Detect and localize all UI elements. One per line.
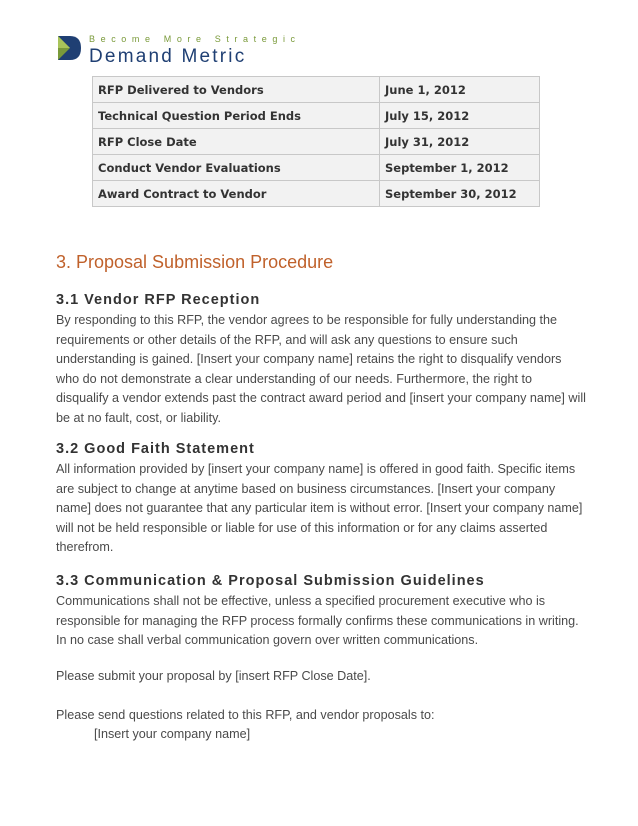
timeline-event: RFP Close Date [93,129,380,155]
subsection-heading: 3.2 Good Faith Statement [56,441,255,457]
submit-instruction: Please submit your proposal by [insert RFP Close Date]. [56,669,371,683]
table-row [93,129,540,155]
timeline-event: Conduct Vendor Evaluations [93,155,380,181]
send-instruction: Please send questions related to this RFP, and vendor proposals to: [56,708,435,722]
timeline-event: Technical Question Period Ends [93,103,380,129]
timeline-date: July 15, 2012 [380,103,540,129]
table-row [93,181,540,207]
subsection-heading: 3.3 Communication & Proposal Submission Guidelines [56,573,485,589]
section-title: 3. Proposal Submission Procedure [56,252,334,272]
subsection-heading: 3.1 Vendor RFP Reception [56,292,261,308]
timeline-date: September 30, 2012 [380,181,540,207]
logo-name: Demand Metric [89,46,247,67]
timeline-event: RFP Delivered to Vendors [93,77,380,103]
rfp-timeline-table [92,76,540,207]
timeline-event: Award Contract to Vendor [93,181,380,207]
timeline-date: June 1, 2012 [380,77,540,103]
table-row [93,103,540,129]
subsection-body: Communications shall not be effective, unless a specified procurement executive who is responsible for managing the RFP process formally confirms these communications in writing. In no case shall verbal communication govern over written communications. [56,594,579,648]
demand-metric-logo-icon [56,34,82,62]
logo-tagline: Become More Strategic [89,34,301,44]
subsection-body: By responding to this RFP, the vendor agrees to be responsible for fully understanding the requirements or other details of the RFP, and will ask any questions to ensure such understanding is gained. [Insert your company name] retains the right to disqualify vendors who do not demonstrate a clear understanding of our needs. Furthermore, the right to disqualify a vendor extends past the contract award period and [insert your company name] will be at no fault, cost, or liability. [56,313,586,425]
timeline-date: September 1, 2012 [380,155,540,181]
table-row [93,155,540,181]
timeline-date: July 31, 2012 [380,129,540,155]
company-name-placeholder: [Insert your company name] [94,727,251,741]
subsection-body: All information provided by [insert your company name] is offered in good faith. Specific items are subject to change at anytime based on business circumstances. [Insert your company name] does not guarantee that any particular item is without error. [Insert your company name] will not be held responsible or liable for use of this information or for any claims asserted therefrom. [56,462,583,555]
table-row [93,77,540,103]
company-logo [56,34,301,66]
